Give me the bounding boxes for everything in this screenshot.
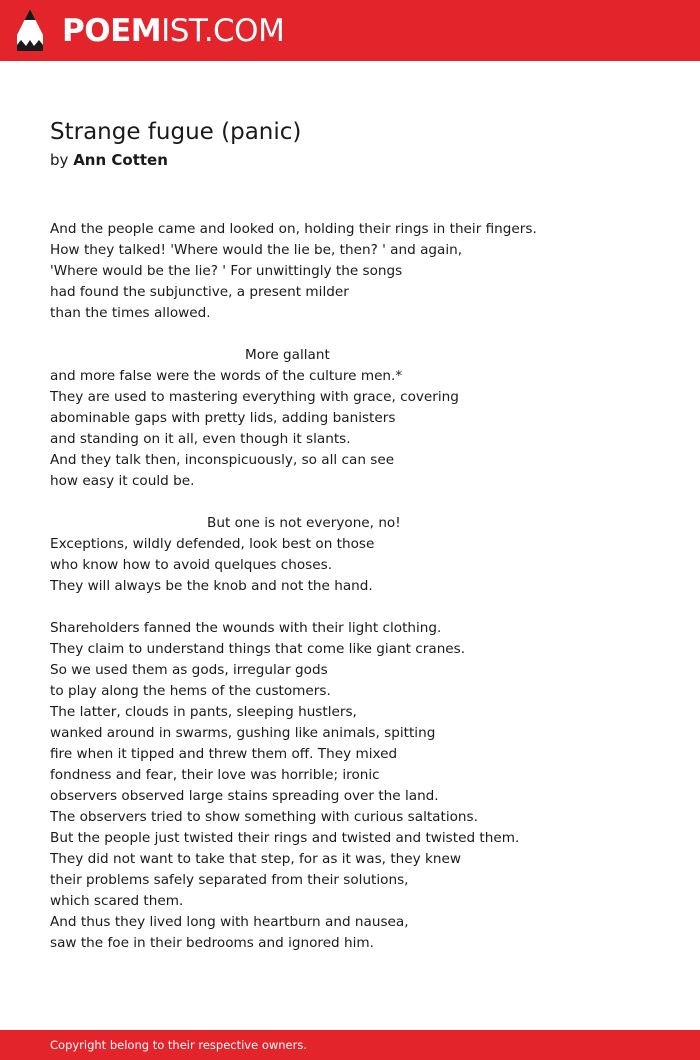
poem-line: than the times allowed. xyxy=(50,305,211,321)
site-footer xyxy=(0,1030,700,1060)
poem-line: and standing on it all, even though it slants. xyxy=(50,431,351,447)
poem-line: how easy it could be. xyxy=(50,473,195,489)
stanza-break xyxy=(50,324,650,345)
poem-line: observers observed large stains spreading over the land. xyxy=(50,788,439,804)
poem-line: And the people came and looked on, holding their rings in their fingers. xyxy=(50,221,537,237)
site-header xyxy=(0,0,700,61)
poem-line: So we used them as gods, irregular gods xyxy=(50,662,328,678)
byline-prefix: by xyxy=(50,151,69,169)
brand-regular: IST.COM xyxy=(161,13,285,49)
poem-line: wanked around in swarms, gushing like animals, spitting xyxy=(50,725,436,741)
poem-line: How they talked! 'Where would the lie be, then? ' and again, xyxy=(50,242,463,258)
poem-line: And they talk then, inconspicuously, so all can see xyxy=(50,452,395,468)
copyright-notice: Copyright belong to their respective owners. xyxy=(50,1038,308,1052)
poem-line-indented: But one is not everyone, no! xyxy=(207,515,401,531)
poem-line: But the people just twisted their rings and twisted and twisted them. xyxy=(50,830,520,846)
poem-line: Exceptions, wildly defended, look best on those xyxy=(50,536,375,552)
poem-line: They are used to mastering everything with grace, covering xyxy=(50,389,459,405)
poem-line: The observers tried to show something with curious saltations. xyxy=(50,809,478,825)
site-logo-link[interactable] xyxy=(62,11,284,51)
poem-line: had found the subjunctive, a present milder xyxy=(50,284,349,300)
poem-line: fondness and fear, their love was horrible; ironic xyxy=(50,767,380,783)
poem-line: Shareholders fanned the wounds with their light clothing. xyxy=(50,620,442,636)
byline xyxy=(50,150,168,170)
poem-line: and more false were the words of the culture men.* xyxy=(50,368,403,384)
poem-line: their problems safely separated from their solutions, xyxy=(50,872,409,888)
poem-line: to play along the hems of the customers. xyxy=(50,683,331,699)
poem-line: And thus they lived long with heartburn and nausea, xyxy=(50,914,409,930)
stanza-break xyxy=(50,597,650,618)
poem-line: abominable gaps with pretty lids, adding banisters xyxy=(50,410,396,426)
poem-line: which scared them. xyxy=(50,893,184,909)
poem-line: They will always be the knob and not the hand. xyxy=(50,578,373,594)
poem-line: fire when it tipped and threw them off. They mixed xyxy=(50,746,398,762)
poem-line: saw the foe in their bedrooms and ignored him. xyxy=(50,935,374,951)
poem-line: The latter, clouds in pants, sleeping hustlers, xyxy=(50,704,357,720)
poem-line: They claim to understand things that come like giant cranes. xyxy=(50,641,466,657)
poem-line: They did not want to take that step, for as it was, they knew xyxy=(50,851,461,867)
brand-bold: POEM xyxy=(62,13,162,49)
stanza-break xyxy=(50,492,650,513)
poem-line: 'Where would be the lie? ' For unwittingly the songs xyxy=(50,263,403,279)
author-name: Ann Cotten xyxy=(73,151,168,169)
poem-line: who know how to avoid quelques choses. xyxy=(50,557,333,573)
pencil-tip-icon[interactable] xyxy=(17,9,43,51)
poem-line-indented: More gallant xyxy=(245,347,330,363)
poem-title: Strange fugue (panic) xyxy=(50,119,302,145)
poem-body xyxy=(50,219,650,954)
